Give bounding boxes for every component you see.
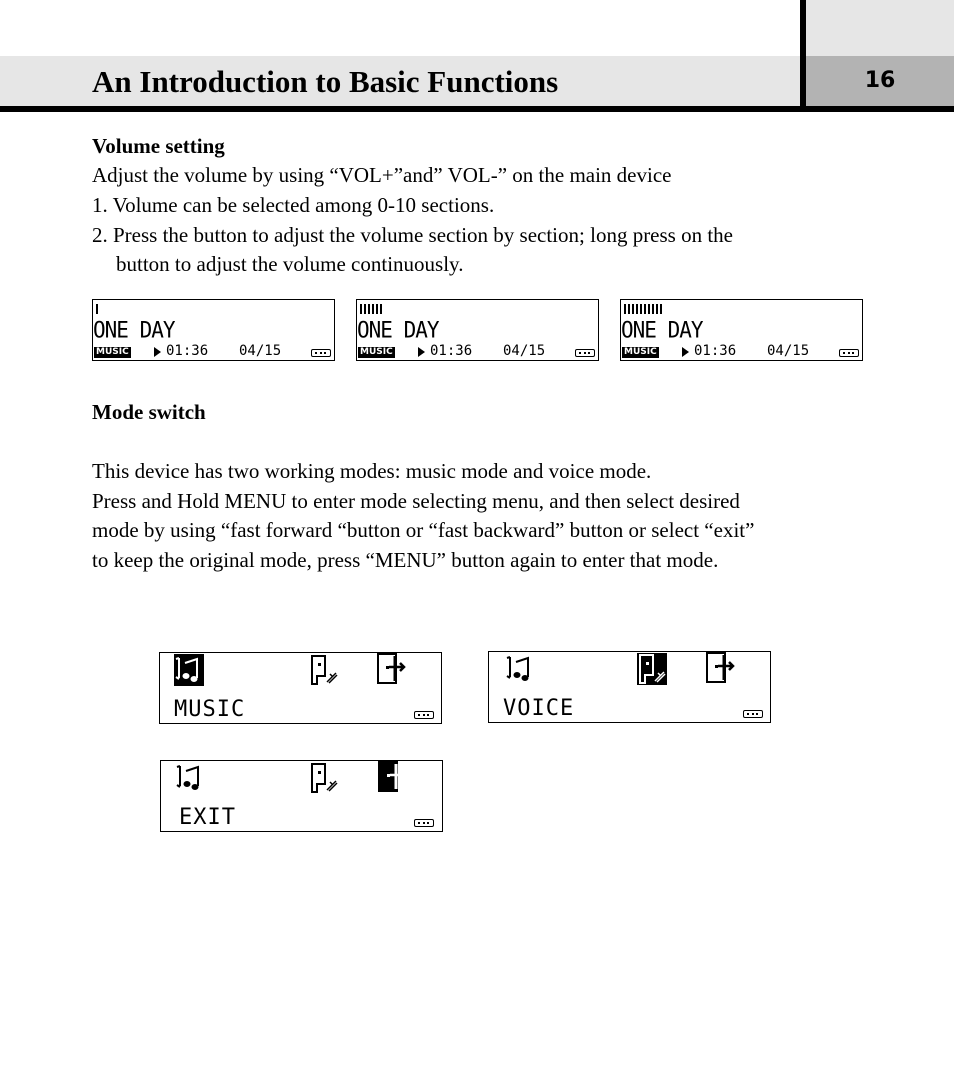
volume-line-4: button to adjust the volume continuously. xyxy=(116,252,464,276)
mode-line-4: to keep the original mode, press “MENU” button again to enter that mode. xyxy=(92,548,719,572)
header-rule xyxy=(0,106,954,112)
music-note-icon xyxy=(175,762,205,794)
lcd-screen-mode-music xyxy=(159,652,442,724)
volume-tick xyxy=(636,304,638,314)
volume-bar xyxy=(360,304,382,314)
status-row xyxy=(93,344,334,360)
volume-tick xyxy=(660,304,662,314)
music-note-icon xyxy=(505,653,535,685)
lcd-screen-mode-voice xyxy=(488,651,771,723)
lcd-screen-volume-max xyxy=(620,299,863,361)
exit-icon xyxy=(375,653,407,687)
track-counter: 04/15 xyxy=(767,343,810,359)
status-row xyxy=(357,344,598,360)
time-display: 01:36 xyxy=(166,343,209,359)
volume-tick xyxy=(368,304,370,314)
time-display: 01:36 xyxy=(430,343,473,359)
battery-icon xyxy=(575,349,595,357)
page-number: 16 xyxy=(806,56,954,106)
song-title: ONE DAY xyxy=(93,317,175,343)
music-badge: MUSIC xyxy=(96,347,129,357)
volume-line-1: Adjust the volume by using “VOL+”and” VOL-” on the main device xyxy=(92,163,672,187)
volume-tick xyxy=(644,304,646,314)
battery-icon xyxy=(743,710,763,718)
mode-line-1: This device has two working modes: music mode and voice mode. xyxy=(92,459,652,483)
volume-tick xyxy=(656,304,658,314)
volume-tick xyxy=(640,304,642,314)
mode-heading: Mode switch xyxy=(92,400,206,424)
volume-bar xyxy=(624,304,662,314)
volume-tick xyxy=(648,304,650,314)
volume-tick xyxy=(652,304,654,314)
volume-tick xyxy=(364,304,366,314)
volume-tick xyxy=(376,304,378,314)
volume-tick xyxy=(372,304,374,314)
battery-icon xyxy=(414,711,434,719)
music-badge: MUSIC xyxy=(624,347,657,357)
mode-label: VOICE xyxy=(503,696,575,721)
music-note-icon xyxy=(174,654,204,686)
mode-label: MUSIC xyxy=(174,697,246,722)
song-title: ONE DAY xyxy=(357,317,439,343)
mode-line-3: mode by using “fast forward “button or “fast backward” button or select “exit” xyxy=(92,518,755,542)
header-vertical-rule xyxy=(800,0,806,112)
lcd-screen-mode-exit xyxy=(160,760,443,832)
music-badge: MUSIC xyxy=(360,347,393,357)
voice-icon xyxy=(309,654,339,686)
play-icon xyxy=(682,347,689,357)
status-row xyxy=(621,344,862,360)
track-counter: 04/15 xyxy=(503,343,546,359)
volume-tick xyxy=(96,304,98,314)
battery-icon xyxy=(311,349,331,357)
volume-tick xyxy=(360,304,362,314)
exit-icon xyxy=(376,761,408,795)
volume-tick xyxy=(380,304,382,314)
mode-label: EXIT xyxy=(179,805,236,830)
mode-line-2: Press and Hold MENU to enter mode selecting menu, and then select desired xyxy=(92,489,740,513)
voice-icon xyxy=(637,653,667,685)
song-title: ONE DAY xyxy=(621,317,703,343)
battery-icon xyxy=(414,819,434,827)
page-title: An Introduction to Basic Functions xyxy=(92,64,559,99)
volume-tick xyxy=(628,304,630,314)
exit-icon xyxy=(704,652,736,686)
volume-line-3: 2. Press the button to adjust the volume section by section; long press on the xyxy=(92,223,734,247)
voice-icon xyxy=(309,762,339,794)
play-icon xyxy=(418,347,425,357)
volume-heading: Volume setting xyxy=(92,134,225,158)
volume-tick xyxy=(632,304,634,314)
lcd-screen-volume-mid xyxy=(356,299,599,361)
lcd-screen-volume-low xyxy=(92,299,335,361)
volume-bar xyxy=(96,304,98,314)
volume-tick xyxy=(624,304,626,314)
battery-icon xyxy=(839,349,859,357)
play-icon xyxy=(154,347,161,357)
time-display: 01:36 xyxy=(694,343,737,359)
track-counter: 04/15 xyxy=(239,343,282,359)
volume-line-2: 1. Volume can be selected among 0-10 sections. xyxy=(92,193,495,217)
